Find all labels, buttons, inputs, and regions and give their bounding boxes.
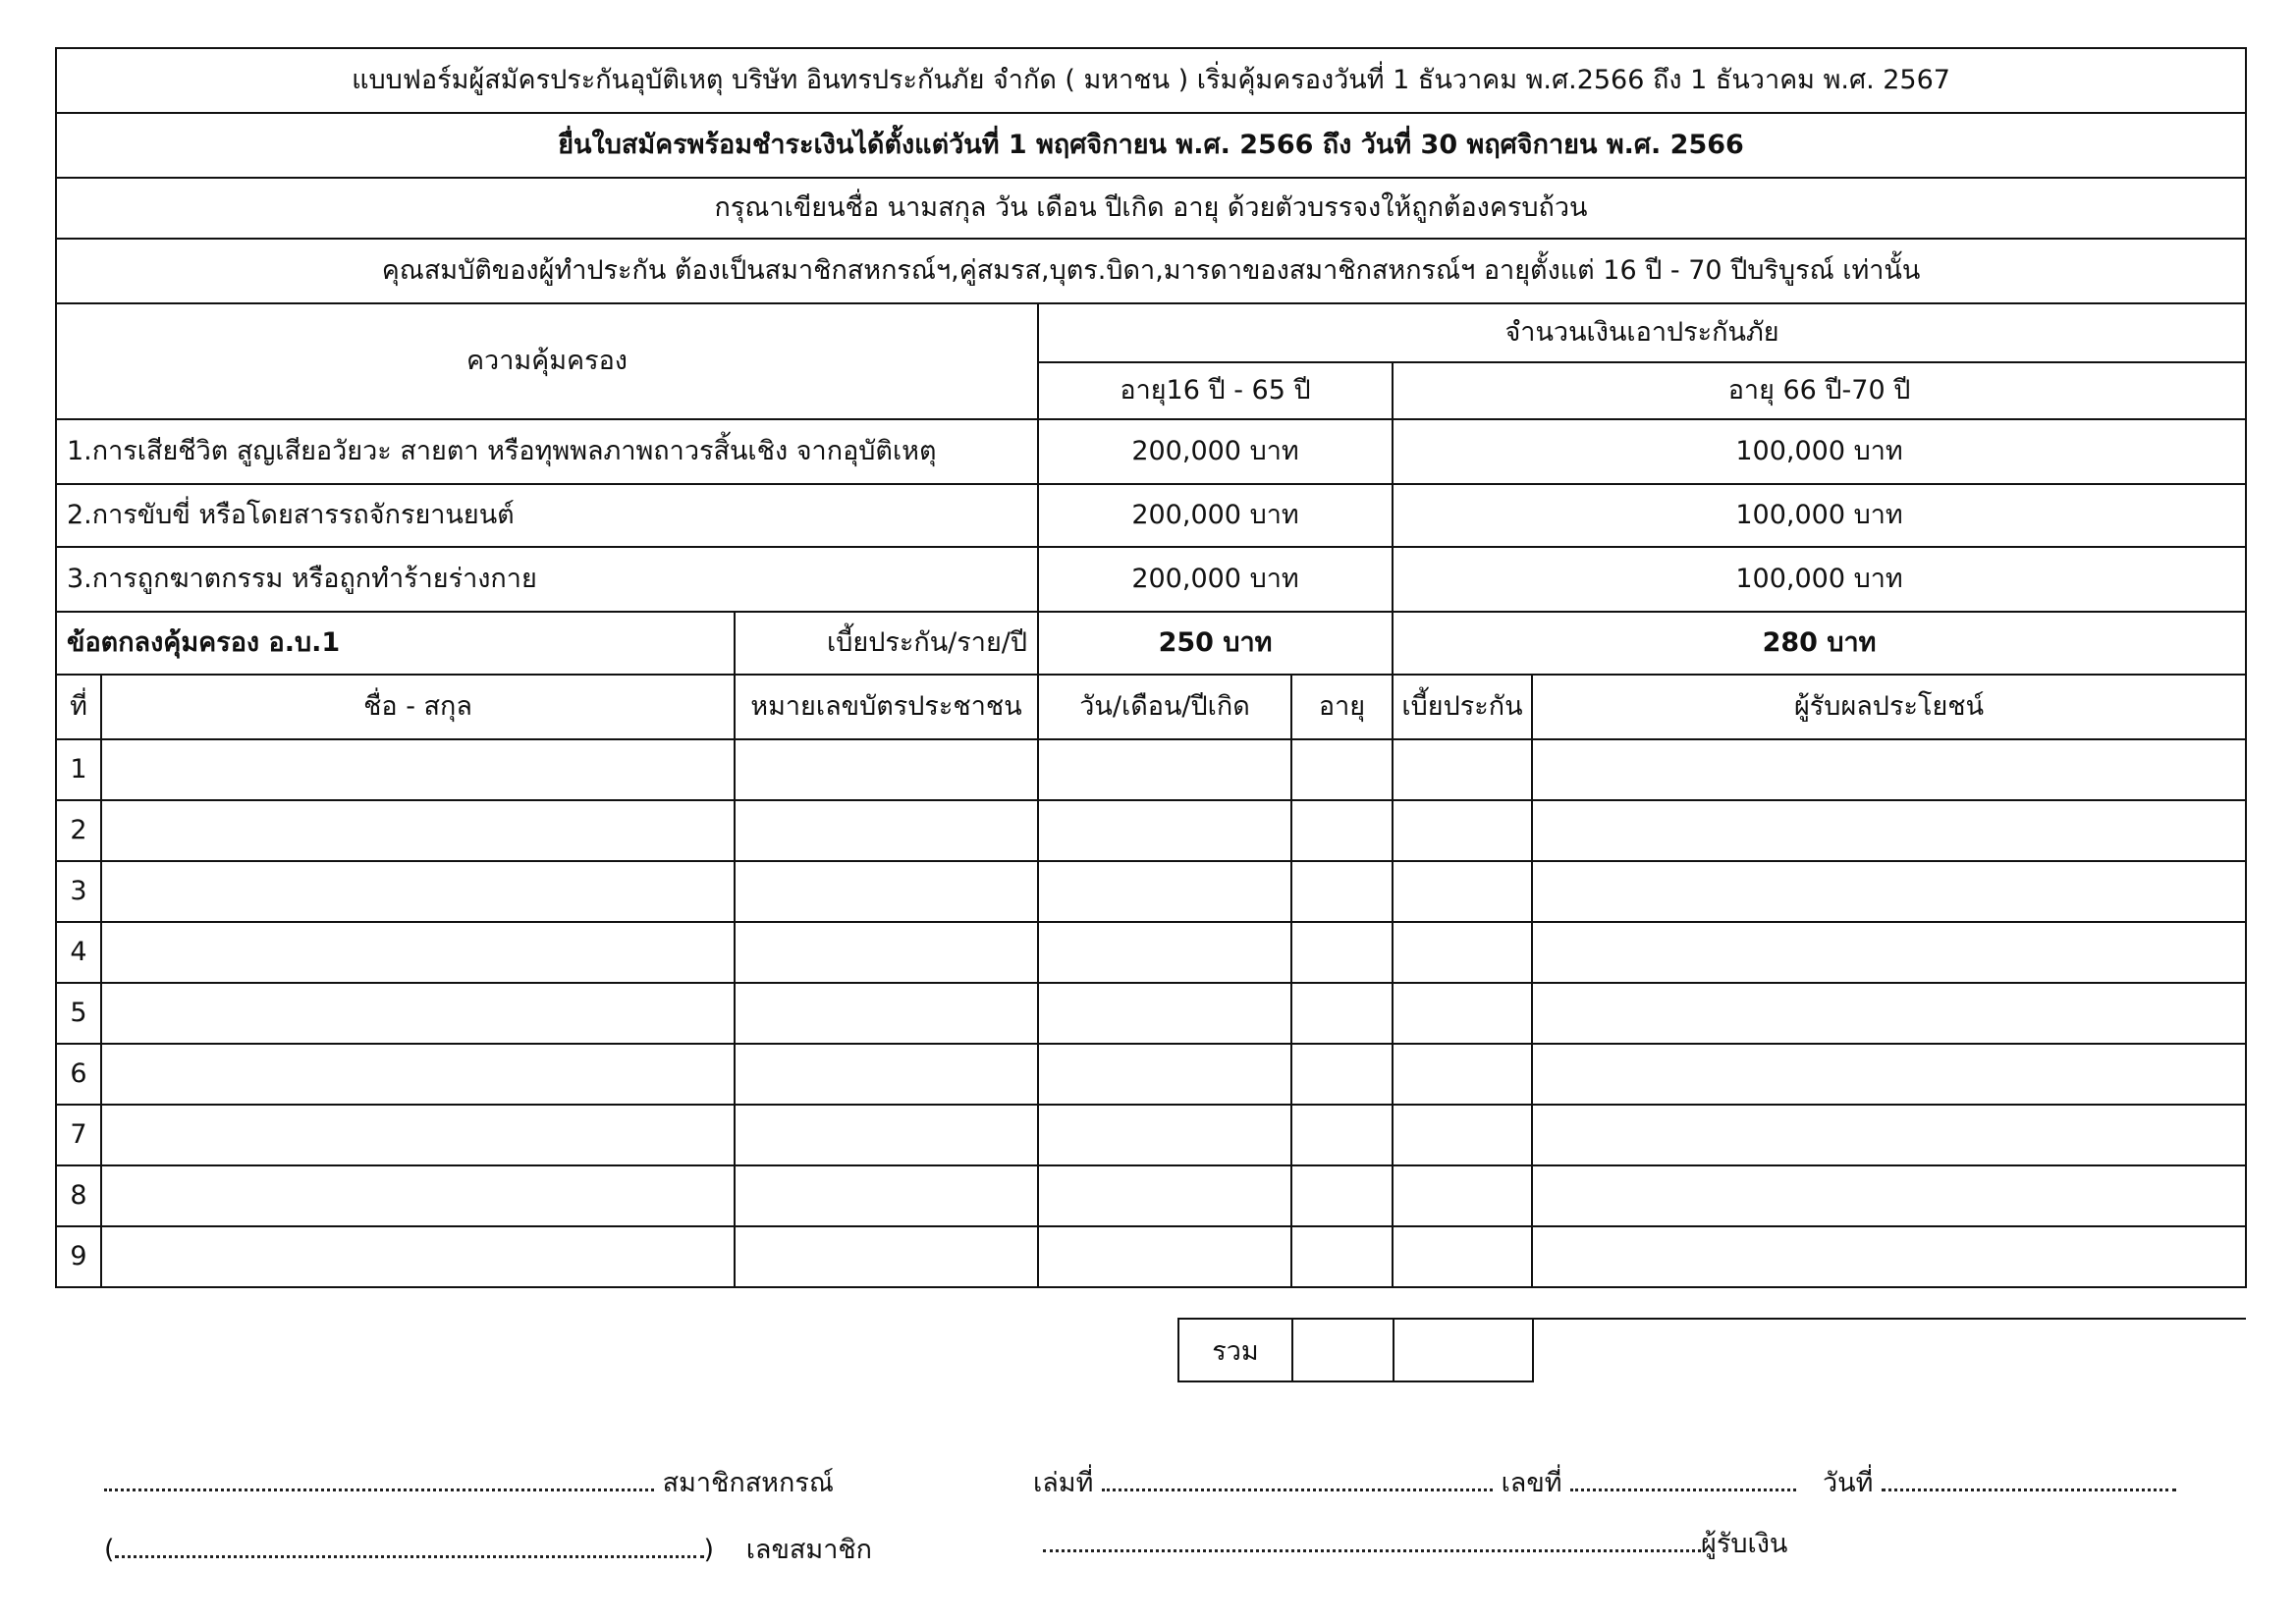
coverage-item-2: 2.การขับขี่ หรือโดยสารรถจักรยานยนต์ bbox=[56, 484, 1038, 547]
name-cell[interactable] bbox=[101, 1044, 735, 1105]
birthdate-cell[interactable] bbox=[1038, 1165, 1291, 1226]
age-cell[interactable] bbox=[1291, 1165, 1393, 1226]
total-premium-cell[interactable] bbox=[1394, 1319, 1533, 1381]
id-card-cell[interactable] bbox=[735, 739, 1038, 800]
beneficiary-cell[interactable] bbox=[1532, 1044, 2246, 1105]
member-no-label: เลขสมาชิก bbox=[745, 1535, 873, 1565]
row-number: 6 bbox=[56, 1044, 101, 1105]
book-label: เล่มที่ bbox=[1033, 1468, 1094, 1498]
coverage-item-3-amount-2: 100,000 บาท bbox=[1393, 547, 2246, 612]
header-line-3: กรุณาเขียนชื่อ นามสกุล วัน เดือน ปีเกิด อายุ ด้วยตัวบรรจงให้ถูกต้องครบถ้วน bbox=[56, 178, 2246, 239]
birthdate-cell[interactable] bbox=[1038, 800, 1291, 861]
book-number-dots[interactable] bbox=[1102, 1465, 1493, 1491]
col-header-birthdate: วัน/เดือน/ปีเกิด bbox=[1038, 675, 1291, 739]
age-cell[interactable] bbox=[1291, 861, 1393, 922]
agreement-label: ข้อตกลงคุ้มครอง อ.บ.1 bbox=[56, 612, 735, 675]
id-card-cell[interactable] bbox=[735, 800, 1038, 861]
premium-cell[interactable] bbox=[1393, 983, 1532, 1044]
name-cell[interactable] bbox=[101, 922, 735, 983]
row-number: 9 bbox=[56, 1226, 101, 1287]
table-row bbox=[56, 1105, 2246, 1165]
member-name-line[interactable] bbox=[104, 1528, 872, 1570]
coverage-title: ความคุ้มครอง bbox=[56, 303, 1038, 419]
book-number-line[interactable] bbox=[1033, 1461, 1796, 1503]
total-beneficiary-cell bbox=[1533, 1319, 2246, 1381]
birthdate-cell[interactable] bbox=[1038, 739, 1291, 800]
member-signature-dots[interactable] bbox=[104, 1465, 654, 1491]
premium-cell[interactable] bbox=[1393, 1105, 1532, 1165]
date-dots[interactable] bbox=[1882, 1465, 2176, 1491]
receiver-label: ผู้รับเงิน bbox=[1701, 1529, 1788, 1559]
age-cell[interactable] bbox=[1291, 922, 1393, 983]
premium-cell[interactable] bbox=[1393, 1044, 1532, 1105]
premium-cell[interactable] bbox=[1393, 922, 1532, 983]
premium-age-group-2: 280 บาท bbox=[1393, 612, 2246, 675]
beneficiary-cell[interactable] bbox=[1532, 800, 2246, 861]
premium-age-group-1: 250 บาท bbox=[1038, 612, 1393, 675]
beneficiary-cell[interactable] bbox=[1532, 983, 2246, 1044]
id-card-cell[interactable] bbox=[735, 1105, 1038, 1165]
header-line-2: ยื่นใบสมัครพร้อมชำระเงินได้ตั้งแต่วันที่ 1 พฤศจิกายน พ.ศ. 2566 ถึง วันที่ 30 พฤศจิกายน พ.ศ. 2566 bbox=[56, 113, 2246, 178]
age-cell[interactable] bbox=[1291, 1226, 1393, 1287]
table-row bbox=[56, 1226, 2246, 1287]
col-header-age: อายุ bbox=[1291, 675, 1393, 739]
col-header-beneficiary: ผู้รับผลประโยชน์ bbox=[1532, 675, 2246, 739]
receiver-signature-dots[interactable] bbox=[1043, 1526, 1701, 1552]
beneficiary-cell[interactable] bbox=[1532, 739, 2246, 800]
member-signature-line[interactable] bbox=[104, 1461, 834, 1503]
application-form-table bbox=[55, 47, 2247, 1288]
date-label: วันที่ bbox=[1823, 1468, 1874, 1498]
col-header-no: ที่ bbox=[56, 675, 101, 739]
table-row bbox=[56, 1044, 2246, 1105]
total-row-table bbox=[1177, 1318, 2246, 1382]
paren-open: ( bbox=[104, 1535, 115, 1565]
name-cell[interactable] bbox=[101, 861, 735, 922]
id-card-cell[interactable] bbox=[735, 861, 1038, 922]
coverage-item-3: 3.การถูกฆาตกรรม หรือถูกทำร้ายร่างกาย bbox=[56, 547, 1038, 612]
premium-cell[interactable] bbox=[1393, 1165, 1532, 1226]
total-age-cell[interactable] bbox=[1292, 1319, 1394, 1381]
age-cell[interactable] bbox=[1291, 1105, 1393, 1165]
beneficiary-cell[interactable] bbox=[1532, 922, 2246, 983]
row-number: 1 bbox=[56, 739, 101, 800]
name-cell[interactable] bbox=[101, 1165, 735, 1226]
beneficiary-cell[interactable] bbox=[1532, 1226, 2246, 1287]
row-number: 3 bbox=[56, 861, 101, 922]
coverage-item-1-amount-2: 100,000 บาท bbox=[1393, 419, 2246, 484]
coverage-item-2-amount-1: 200,000 บาท bbox=[1038, 484, 1393, 547]
birthdate-cell[interactable] bbox=[1038, 1226, 1291, 1287]
birthdate-cell[interactable] bbox=[1038, 1044, 1291, 1105]
coverage-item-1: 1.การเสียชีวิต สูญเสียอวัยวะ สายตา หรือทุพพลภาพถาวรสิ้นเชิง จากอุบัติเหตุ bbox=[56, 419, 1038, 484]
name-cell[interactable] bbox=[101, 1105, 735, 1165]
id-card-cell[interactable] bbox=[735, 1044, 1038, 1105]
age-cell[interactable] bbox=[1291, 800, 1393, 861]
paren-close: ) bbox=[703, 1535, 715, 1565]
table-row bbox=[56, 983, 2246, 1044]
premium-cell[interactable] bbox=[1393, 739, 1532, 800]
col-header-id-card: หมายเลขบัตรประชาชน bbox=[735, 675, 1038, 739]
date-line[interactable] bbox=[1823, 1461, 2176, 1503]
coverage-item-2-amount-2: 100,000 บาท bbox=[1393, 484, 2246, 547]
name-cell[interactable] bbox=[101, 800, 735, 861]
name-cell[interactable] bbox=[101, 983, 735, 1044]
total-label: รวม bbox=[1178, 1319, 1292, 1381]
birthdate-cell[interactable] bbox=[1038, 1105, 1291, 1165]
beneficiary-cell[interactable] bbox=[1532, 861, 2246, 922]
age-cell[interactable] bbox=[1291, 1044, 1393, 1105]
receipt-number-dots[interactable] bbox=[1570, 1465, 1796, 1491]
age-group-2: อายุ 66 ปี-70 ปี bbox=[1393, 362, 2246, 419]
id-card-cell[interactable] bbox=[735, 1226, 1038, 1287]
name-cell[interactable] bbox=[101, 739, 735, 800]
col-header-premium: เบี้ยประกัน bbox=[1393, 675, 1532, 739]
receiver-line[interactable] bbox=[1043, 1522, 1787, 1564]
row-number: 7 bbox=[56, 1105, 101, 1165]
name-cell[interactable] bbox=[101, 1226, 735, 1287]
id-card-cell[interactable] bbox=[735, 922, 1038, 983]
age-group-1: อายุ16 ปี - 65 ปี bbox=[1038, 362, 1393, 419]
coverage-item-3-amount-1: 200,000 บาท bbox=[1038, 547, 1393, 612]
row-number: 8 bbox=[56, 1165, 101, 1226]
row-number: 4 bbox=[56, 922, 101, 983]
table-row bbox=[56, 800, 2246, 861]
coverage-item-1-amount-1: 200,000 บาท bbox=[1038, 419, 1393, 484]
table-row bbox=[56, 922, 2246, 983]
member-label: สมาชิกสหกรณ์ bbox=[662, 1468, 834, 1498]
birthdate-cell[interactable] bbox=[1038, 983, 1291, 1044]
member-name-dots[interactable] bbox=[115, 1532, 704, 1558]
header-line-4: คุณสมบัติของผู้ทำประกัน ต้องเป็นสมาชิกสหกรณ์ฯ,คู่สมรส,บุตร.บิดา,มารดาของสมาชิกสหกรณ์ฯ อายุตั้งแต่ 16 ปี - 70 ปีบริบูรณ์ เท่านั้น bbox=[56, 239, 2246, 303]
age-cell[interactable] bbox=[1291, 739, 1393, 800]
birthdate-cell[interactable] bbox=[1038, 922, 1291, 983]
id-card-cell[interactable] bbox=[735, 1165, 1038, 1226]
premium-cell[interactable] bbox=[1393, 1226, 1532, 1287]
number-label: เลขที่ bbox=[1501, 1468, 1562, 1498]
table-row bbox=[56, 739, 2246, 800]
beneficiary-cell[interactable] bbox=[1532, 1105, 2246, 1165]
beneficiary-cell[interactable] bbox=[1532, 1165, 2246, 1226]
col-header-name: ชื่อ - สกุล bbox=[101, 675, 735, 739]
id-card-cell[interactable] bbox=[735, 983, 1038, 1044]
row-number: 2 bbox=[56, 800, 101, 861]
row-number: 5 bbox=[56, 983, 101, 1044]
table-row bbox=[56, 861, 2246, 922]
age-cell[interactable] bbox=[1291, 983, 1393, 1044]
insured-amount-title: จำนวนเงินเอาประกันภัย bbox=[1038, 303, 2246, 362]
birthdate-cell[interactable] bbox=[1038, 861, 1291, 922]
premium-cell[interactable] bbox=[1393, 861, 1532, 922]
header-line-1: แบบฟอร์มผู้สมัครประกันอุบัติเหตุ บริษัท อินทรประกันภัย จำกัด ( มหาชน ) เริ่มคุ้มครองวันที่ 1 ธันวาคม พ.ศ.2566 ถึง 1 ธันวาคม พ.ศ. 2567 bbox=[56, 48, 2246, 113]
premium-cell[interactable] bbox=[1393, 800, 1532, 861]
table-row bbox=[56, 1165, 2246, 1226]
premium-label: เบี้ยประกัน/ราย/ปี bbox=[735, 612, 1038, 675]
